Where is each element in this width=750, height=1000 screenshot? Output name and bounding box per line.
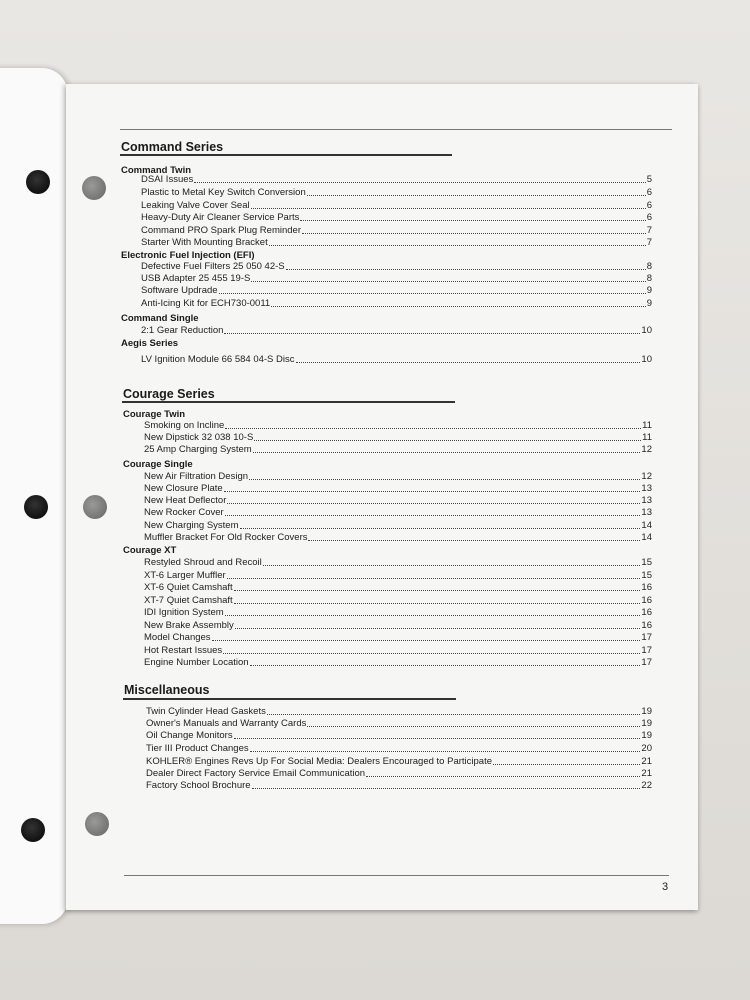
toc-entry-title: New Heat Deflector	[144, 495, 227, 506]
toc-entry	[144, 483, 652, 495]
dot-leader	[250, 665, 641, 666]
toc-entry-title: 2:1 Gear Reduction	[141, 325, 224, 336]
toc-entry-title: Engine Number Location	[144, 657, 249, 668]
toc-entry-page: 8	[646, 261, 652, 272]
toc-entry	[144, 420, 652, 432]
toc-entry-title: New Brake Assembly	[144, 620, 234, 631]
toc-entry	[146, 718, 652, 730]
toc-entry-page: 20	[641, 743, 652, 754]
dot-leader	[252, 788, 641, 789]
toc-entry	[146, 756, 652, 768]
subsection-heading: Courage Twin	[123, 409, 186, 420]
dot-leader	[300, 220, 645, 221]
toc-entry-title: Muffler Bracket For Old Rocker Covers	[144, 532, 308, 543]
toc-entry	[144, 582, 652, 594]
dot-leader	[223, 653, 640, 654]
dot-leader	[269, 245, 646, 246]
toc-entry-page: 9	[646, 298, 652, 309]
dot-leader	[366, 776, 640, 777]
section-title: Miscellaneous	[124, 683, 210, 697]
dot-leader	[240, 528, 641, 529]
toc-entry-page: 16	[641, 620, 652, 631]
toc-entry-page: 7	[646, 237, 652, 248]
toc-entry	[141, 225, 652, 237]
toc-entry	[146, 730, 652, 742]
toc-entry-title: KOHLER® Engines Revs Up For Social Media: Dealers Encouraged to Participate	[146, 756, 492, 767]
toc-entry-title: LV Ignition Module 66 584 04-S Disc	[141, 354, 295, 365]
dot-leader	[286, 269, 646, 270]
toc-entry	[146, 780, 652, 792]
toc-entry-page: 13	[641, 507, 652, 518]
toc-entry-title: Defective Fuel Filters 25 050 42-S	[141, 261, 285, 272]
toc-entry	[141, 354, 652, 366]
section-underline	[123, 698, 456, 700]
toc-entry-page: 11	[642, 432, 652, 443]
toc-entry	[144, 520, 652, 532]
toc-entry	[141, 174, 652, 186]
toc-entry-title: Hot Restart Issues	[144, 645, 223, 656]
toc-entry	[141, 298, 652, 310]
subsection-heading: Aegis Series	[121, 338, 179, 349]
toc-entry	[144, 595, 652, 607]
toc-entry-page: 10	[641, 354, 652, 365]
dot-leader	[307, 195, 646, 196]
toc-entry	[144, 570, 652, 582]
dot-leader	[296, 362, 641, 363]
subsection-heading: Command Twin	[121, 165, 192, 176]
toc-entry-page: 16	[641, 607, 652, 618]
dot-leader	[194, 182, 645, 183]
toc-entry-page: 14	[641, 532, 652, 543]
toc-entry-page: 5	[646, 174, 652, 185]
toc-entry-page: 15	[641, 557, 652, 568]
toc-entry-page: 7	[646, 225, 652, 236]
dot-leader	[263, 565, 641, 566]
toc-entry-title: Smoking on Incline	[144, 420, 225, 431]
toc-entry-title: XT-6 Quiet Camshaft	[144, 582, 233, 593]
dot-leader	[253, 452, 641, 453]
toc-entry-page: 9	[646, 285, 652, 296]
toc-entry-title: Owner's Manuals and Warranty Cards	[146, 718, 307, 729]
toc-entry-page: 11	[642, 420, 652, 431]
toc-entry	[144, 557, 652, 569]
toc-entry-title: IDI Ignition System	[144, 607, 224, 618]
dot-leader	[234, 738, 641, 739]
binder-hole-middle	[24, 495, 48, 519]
toc-entry	[144, 444, 652, 456]
toc-entry	[141, 273, 652, 285]
section-title: Command Series	[121, 140, 224, 154]
toc-entry-title: Leaking Valve Cover Seal	[141, 200, 250, 211]
toc-entry-title: Plastic to Metal Key Switch Conversion	[141, 187, 306, 198]
toc-entry	[144, 471, 652, 483]
toc-entry-page: 16	[641, 582, 652, 593]
page-number: 3	[662, 881, 669, 893]
toc-entry-title: Heavy-Duty Air Cleaner Service Parts	[141, 212, 300, 223]
section-underline	[122, 401, 455, 403]
dot-leader	[225, 615, 641, 616]
toc-entry-title: Software Updrade	[141, 285, 218, 296]
toc-entry	[144, 645, 652, 657]
toc-entry	[144, 620, 652, 632]
dot-leader	[249, 479, 640, 480]
toc-entry-title: New Dipstick 32 038 10-S	[144, 432, 254, 443]
dot-leader	[235, 628, 641, 629]
toc-entry	[141, 285, 652, 297]
toc-entry	[146, 706, 652, 718]
subsection-heading: Command Single	[121, 313, 199, 324]
toc-entry-title: XT-7 Quiet Camshaft	[144, 595, 233, 606]
dot-leader	[250, 751, 641, 752]
toc-entry-page: 15	[641, 570, 652, 581]
dot-leader	[307, 726, 640, 727]
toc-entry-title: DSAI Issues	[141, 174, 194, 185]
toc-entry	[144, 532, 652, 544]
dot-leader	[251, 281, 645, 282]
dot-leader	[219, 293, 646, 294]
binder-hole-top	[26, 170, 50, 194]
toc-entry-title: Restyled Shroud and Recoil	[144, 557, 262, 568]
dot-leader	[212, 640, 641, 641]
toc-entry	[144, 432, 652, 444]
toc-entry-page: 19	[641, 718, 652, 729]
toc-entry-page: 10	[641, 325, 652, 336]
toc-entry-title: Oil Change Monitors	[146, 730, 233, 741]
toc-entry	[141, 187, 652, 199]
toc-entry-title: Tier III Product Changes	[146, 743, 249, 754]
page-hole-top	[82, 176, 106, 200]
toc-entry-title: USB Adapter 25 455 19-S	[141, 273, 251, 284]
footer-rule	[124, 875, 669, 876]
toc-entry	[144, 495, 652, 507]
dot-leader	[251, 208, 646, 209]
toc-entry-page: 6	[646, 187, 652, 198]
toc-entry-page: 17	[641, 645, 652, 656]
dot-leader	[271, 306, 646, 307]
toc-entry-title: Dealer Direct Factory Service Email Communication	[146, 768, 366, 779]
section-underline	[120, 154, 452, 156]
toc-entry-page: 19	[641, 730, 652, 741]
dot-leader	[227, 503, 640, 504]
toc-entry	[144, 607, 652, 619]
toc-entry-page: 12	[641, 471, 652, 482]
toc-entry-page: 21	[641, 768, 652, 779]
toc-entry-page: 8	[646, 273, 652, 284]
toc-entry	[144, 507, 652, 519]
subsection-heading: Courage XT	[123, 545, 177, 556]
toc-entry	[141, 212, 652, 224]
toc-entry-page: 16	[641, 595, 652, 606]
subsection-heading: Courage Single	[123, 459, 193, 470]
toc-entry-page: 14	[641, 520, 652, 531]
toc-entry-title: New Rocker Cover	[144, 507, 224, 518]
dot-leader	[227, 578, 641, 579]
toc-entry	[141, 200, 652, 212]
dot-leader	[225, 515, 641, 516]
dot-leader	[234, 590, 641, 591]
dot-leader	[493, 764, 640, 765]
toc-entry-title: 25 Amp Charging System	[144, 444, 252, 455]
toc-entry	[141, 237, 652, 249]
header-rule	[120, 129, 672, 130]
toc-entry-page: 13	[641, 483, 652, 494]
toc-entry-title: Factory School Brochure	[146, 780, 251, 791]
dot-leader	[234, 603, 641, 604]
dot-leader	[267, 714, 641, 715]
toc-entry	[144, 657, 652, 669]
toc-entry-page: 12	[641, 444, 652, 455]
toc-entry-page: 21	[641, 756, 652, 767]
document-page	[66, 84, 698, 910]
dot-leader	[225, 428, 641, 429]
section-title: Courage Series	[123, 387, 215, 401]
page-hole-bottom	[85, 812, 109, 836]
toc-entry	[141, 261, 652, 273]
toc-entry-page: 17	[641, 657, 652, 668]
dot-leader	[302, 233, 646, 234]
toc-entry-title: XT-6 Larger Muffler	[144, 570, 226, 581]
toc-entry	[146, 743, 652, 755]
toc-entry-page: 17	[641, 632, 652, 643]
toc-entry-title: New Closure Plate	[144, 483, 223, 494]
dot-leader	[224, 491, 641, 492]
toc-entry-page: 13	[641, 495, 652, 506]
toc-entry-page: 22	[641, 780, 652, 791]
toc-entry-title: New Air Filtration Design	[144, 471, 249, 482]
dot-leader	[224, 333, 640, 334]
subsection-heading: Electronic Fuel Injection (EFI)	[121, 250, 255, 261]
toc-entry	[141, 325, 652, 337]
toc-entry-title: Command PRO Spark Plug Reminder	[141, 225, 301, 236]
dot-leader	[254, 440, 641, 441]
toc-entry-page: 6	[646, 200, 652, 211]
toc-entry-title: Anti-Icing Kit for ECH730-0011	[141, 298, 271, 309]
dot-leader	[308, 540, 640, 541]
toc-entry-page: 6	[646, 212, 652, 223]
binder-hole-bottom	[21, 818, 45, 842]
toc-entry-page: 19	[641, 706, 652, 717]
toc-entry-title: Twin Cylinder Head Gaskets	[146, 706, 266, 717]
toc-entry	[146, 768, 652, 780]
page-hole-middle	[83, 495, 107, 519]
toc-entry-title: Model Changes	[144, 632, 211, 643]
toc-entry-title: New Charging System	[144, 520, 239, 531]
toc-entry	[144, 632, 652, 644]
toc-entry-title: Starter With Mounting Bracket	[141, 237, 268, 248]
